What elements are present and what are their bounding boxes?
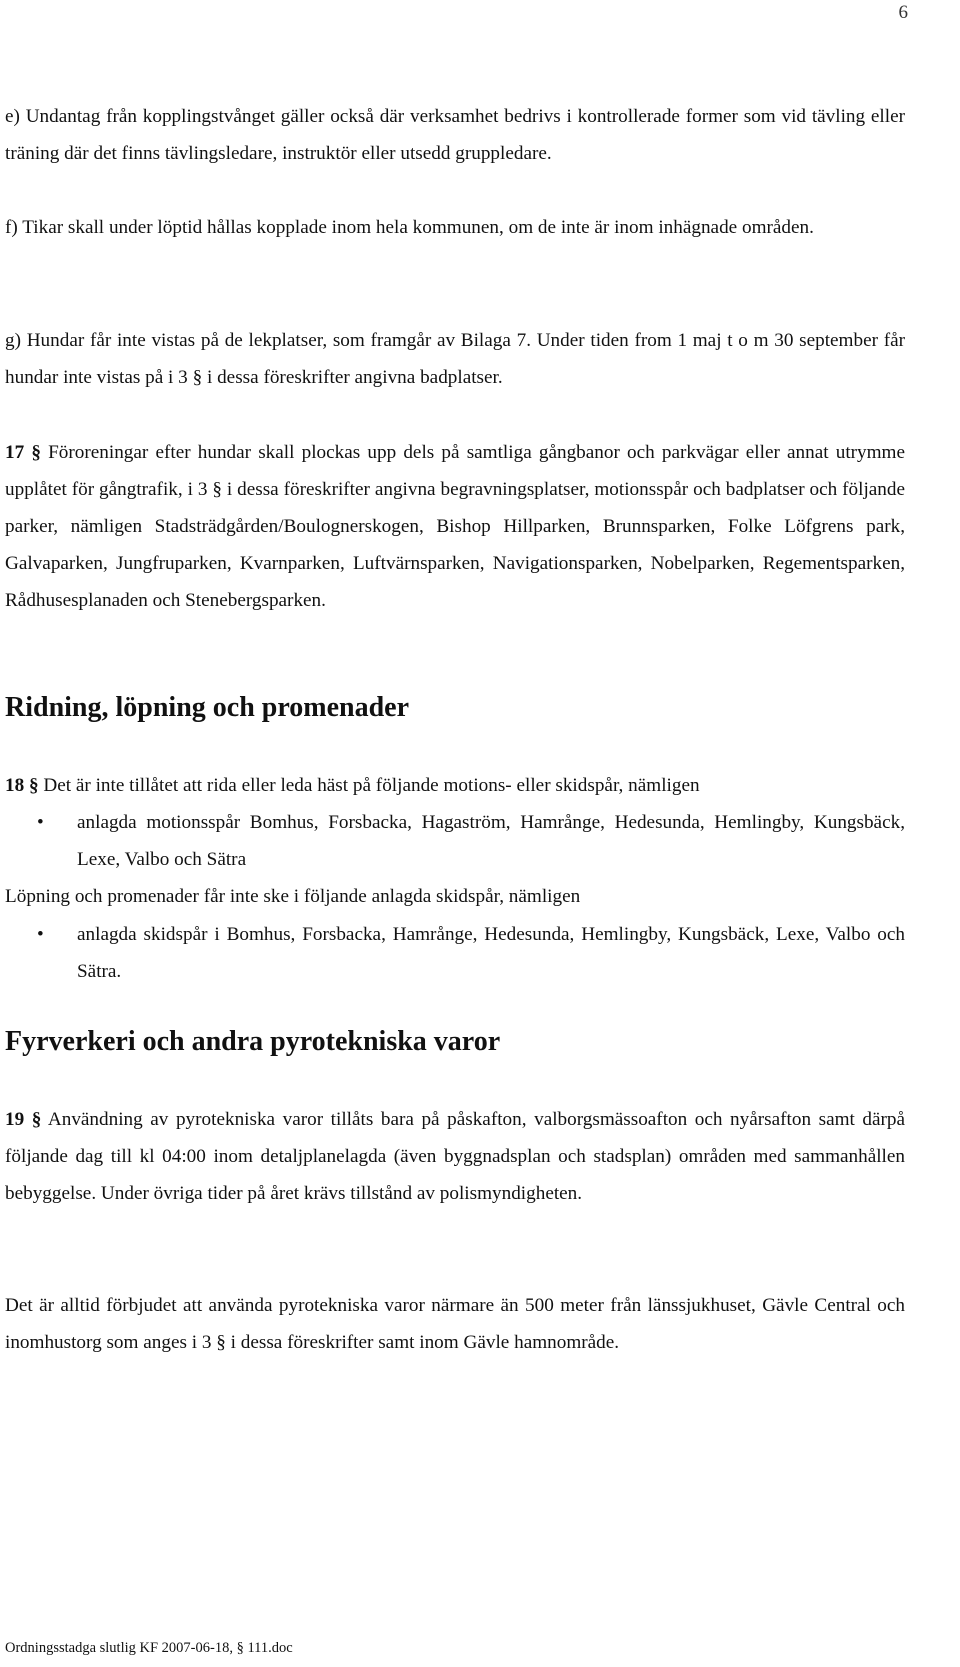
section-number: 17 § [5,442,41,463]
bullet-text: anlagda skidspår i Bomhus, Forsbacka, Hamrånge, Hedesunda, Hemlingby, Kungsbäck, Lexe, Valbo och Sätra. [77,924,905,982]
heading-fyrverkeri: Fyrverkeri och andra pyrotekniska varor [5,1026,501,1057]
section-number: 18 § [5,775,39,796]
bullet-item-skidspar [5,916,905,990]
paragraph-g: g) Hundar får inte vistas på de lekplatser, som framgår av Bilaga 7. Under tiden from 1 maj t o m 30 september får hundar inte vistas på i 3 § i dessa föreskrifter angivna badplatser. [5,330,905,388]
section-17 [5,434,905,619]
paragraph-running: Löpning och promenader får inte ske i följande anlagda skidspår, nämligen [5,886,581,907]
paragraph-pyro-ban: Det är alltid förbjudet att använda pyrotekniska varor närmare än 500 meter från länssjukhuset, Gävle Central och inomhustorg som anges i 3 § i dessa föreskrifter samt inom Gävle hamnområde. [5,1295,905,1353]
paragraph-f: f) Tikar skall under löptid hållas kopplade inom hela kommunen, om de inte är inom inhägnade områden. [5,217,814,238]
page-number: 6 [898,2,908,23]
bullet-text: anlagda motionsspår Bomhus, Forsbacka, Hagaström, Hamrånge, Hedesunda, Hemlingby, Kungsbäck, Lexe, Valbo och Sätra [77,812,905,870]
section-number: 19 § [5,1109,42,1130]
section-19 [5,1101,905,1212]
heading-ridning: Ridning, löpning och promenader [5,692,410,723]
section-text: Föroreningar efter hundar skall plockas upp dels på samtliga gångbanor och parkvägar eller annat utrymme upplåtet för gångtrafik, i 3 § i dessa föreskrifter angivna begravningsplatser, motionsspår och badplatser och följande parker, nämligen Stadsträdgården/Boulognerskogen, Bishop Hillparken, Brunnsparken, Folke Löfgrens park, Galvaparken, Jungfruparken, Kvarnparken, Luftvärnsparken, Navigationsparken, Nobelparken, Regementsparken, Rådhusesplanaden och Stenebergsparken. [5,442,906,611]
bullet-icon: • [37,924,44,945]
bullet-item-motionsspar [5,804,905,878]
bullet-icon: • [37,812,44,833]
section-18 [5,767,905,804]
footer: Ordningsstadga slutlig KF 2007-06-18, § 111.doc [5,1640,293,1656]
section-text: Användning av pyrotekniska varor tillåts bara på påskafton, valborgsmässoafton och nyårsafton samt därpå följande dag till kl 04:00 inom detaljplanelagda (även byggnadsplan och stadsplan) områden med sammanhållen bebyggelse. Under övriga tider på året krävs tillstånd av polismyndigheten. [5,1109,906,1204]
paragraph-e: e) Undantag från kopplingstvånget gäller också där verksamhet bedrivs i kontrollerade former som vid tävling eller träning där det finns tävlingsledare, instruktör eller utsedd gruppledare. [5,106,905,164]
section-text: Det är inte tillåtet att rida eller leda häst på följande motions- eller skidspår, nämligen [38,775,700,796]
